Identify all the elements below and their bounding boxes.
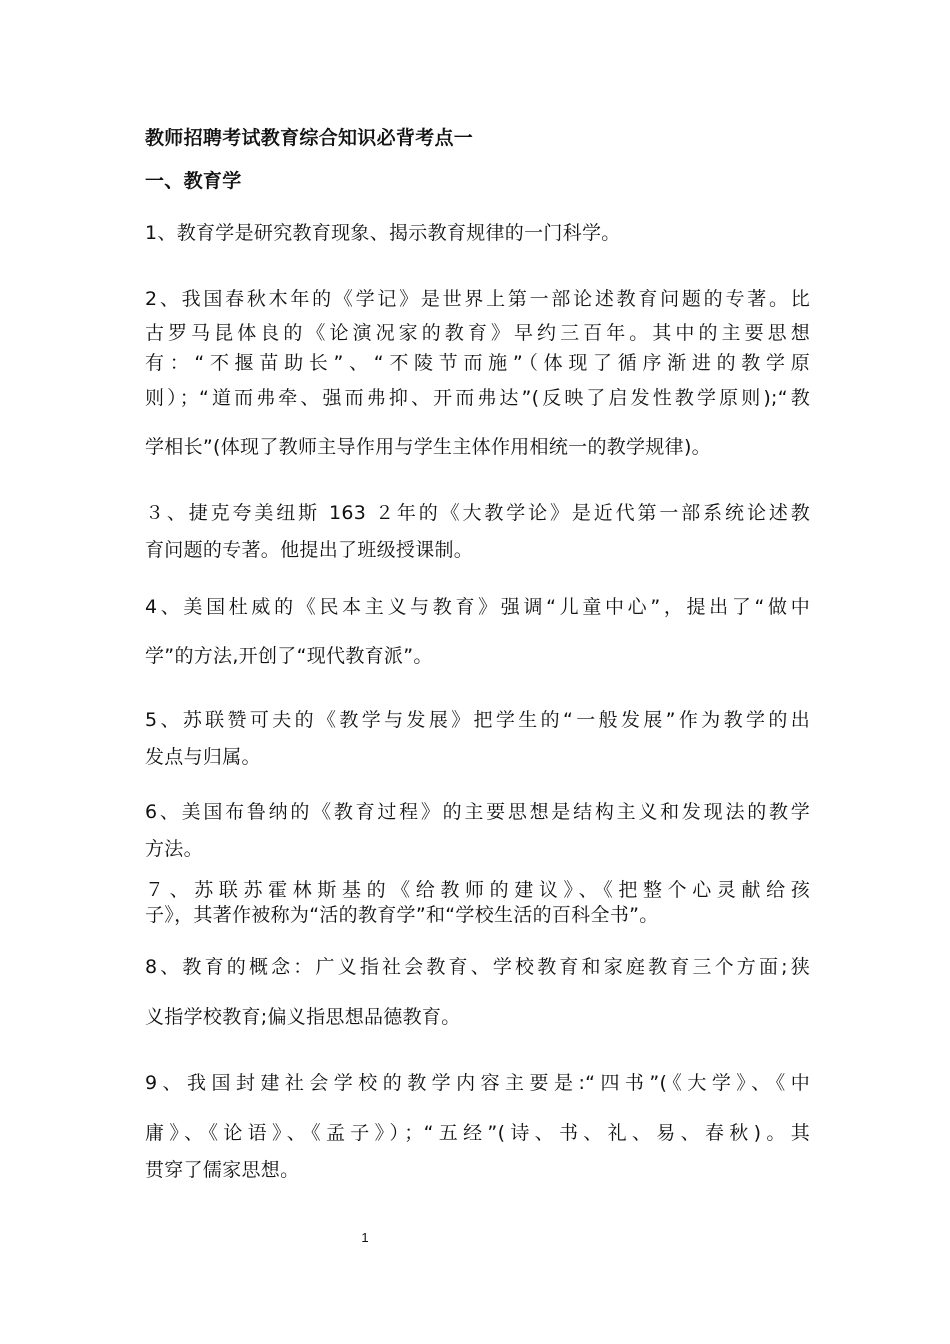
section-heading: 一、教育学 [145, 170, 242, 192]
paragraph-line: 1、教育学是研究教育现象、揭示教育规律的一门科学。 [145, 222, 621, 244]
paragraph-line: 8、教育的概念：广义指社会教育、学校教育和家庭教育三个方面;狭 [145, 956, 810, 978]
paragraph-line: 方法。 [145, 838, 203, 860]
paragraph-line: 庸》、《论语》、《孟子》）；“五经”(诗、书、礼、易、春秋)。其 [145, 1122, 810, 1144]
paragraph-line: 学相长”(体现了教师主导作用与学生主体作用相统一的教学规律)。 [145, 436, 711, 458]
paragraph-line: 5、苏联赞可夫的《教学与发展》把学生的“一般发展”作为教学的出 [145, 709, 810, 731]
paragraph-line: 古罗马昆体良的《论演况家的教育》早约三百年。其中的主要思想 [145, 322, 810, 344]
paragraph-line: 子》，其著作被称为“活的教育学”和“学校生活的百科全书”。 [145, 904, 659, 926]
paragraph-line: 9、我国封建社会学校的教学内容主要是:“四书”(《大学》、《中 [145, 1072, 810, 1094]
paragraph-line: 学”的方法,开创了“现代教育派”。 [145, 645, 433, 667]
paragraph-line: ３、捷克夸美纽斯 163 ２年的《大教学论》是近代第一部系统论述教 [145, 502, 810, 524]
paragraph-line: 则）；“道而弗牵、强而弗抑、开而弗达”(反映了启发性教学原则);“教 [145, 387, 810, 409]
paragraph-line: 有：“不揠苗助长”、“不陵节而施”（体现了循序渐进的教学原 [145, 352, 810, 374]
paragraph-line: 育问题的专著。他提出了班级授课制。 [145, 539, 474, 561]
paragraph-line: 2、我国春秋木年的《学记》是世界上第一部论述教育问题的专著。比 [145, 288, 810, 310]
paragraph-line: ７、苏联苏霍林斯基的《给教师的建议》、《把整个心灵献给孩 [145, 879, 810, 901]
document-title: 教师招聘考试教育综合知识必背考点一 [145, 127, 474, 149]
paragraph-line: 6、美国布鲁纳的《教育过程》的主要思想是结构主义和发现法的教学 [145, 801, 810, 823]
paragraph-line: 4、美国杜威的《民本主义与教育》强调“儿童中心”，提出了“做中 [145, 596, 810, 618]
paragraph-line: 发点与归属。 [145, 746, 261, 768]
paragraph-line: 贯穿了儒家思想。 [145, 1159, 300, 1181]
page-number: 1 [361, 1230, 369, 1245]
paragraph-line: 义指学校教育;偏义指思想品德教育。 [145, 1006, 461, 1028]
